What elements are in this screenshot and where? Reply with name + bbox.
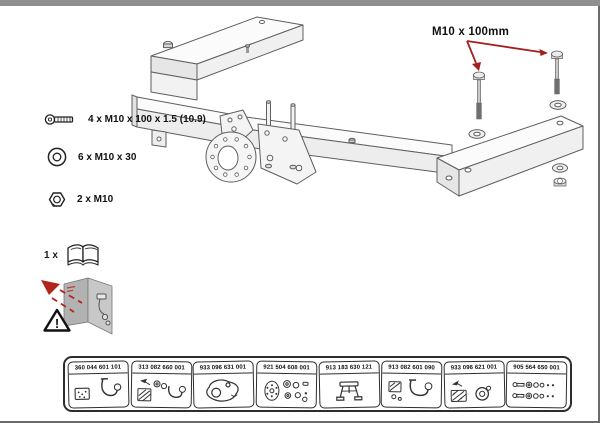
nut-icon <box>47 190 67 209</box>
socket-kit-icon <box>260 375 312 405</box>
washer-right-lower <box>553 164 568 172</box>
part-label-box-6 <box>381 360 442 408</box>
bracket-icon <box>323 375 376 405</box>
fastener-kit-icon <box>510 375 562 405</box>
part-number: 933 096 621 001 <box>444 361 503 374</box>
parts-list-row-nut <box>47 190 113 209</box>
part-label-box-7 <box>443 360 505 408</box>
callout-arrows <box>467 41 548 71</box>
bolt-m10x100-right <box>552 51 563 94</box>
part-number: 913 082 601 090 <box>382 361 441 374</box>
towbar-hook-parts-icon <box>135 375 187 405</box>
instruction-card-icon <box>64 278 112 334</box>
parts-list-nut-label: 2 x M10 <box>77 194 114 205</box>
part-label-box-2 <box>130 360 191 408</box>
open-book-icon <box>64 240 104 270</box>
part-number: 913 183 630 121 <box>319 361 378 374</box>
bolt-size-callout: M10 x 100mm <box>432 26 509 38</box>
part-label-box-8 <box>506 360 567 408</box>
check-manual-pictogram <box>36 270 136 342</box>
part-number: 313 082 660 001 <box>132 361 191 374</box>
part-number: 905 564 650 001 <box>508 361 567 374</box>
towbar-hook-bag-icon <box>385 375 437 405</box>
towbar-hook-label-icon <box>72 375 125 405</box>
bolt-m10x100-left <box>474 72 485 119</box>
washer-left <box>469 130 485 139</box>
parts-list-washer-label: 6 x M10 x 30 <box>78 151 137 163</box>
part-number: 921 504 608 001 <box>257 361 316 374</box>
part-label-box-4 <box>256 360 317 408</box>
parts-list-row-washer <box>46 146 136 168</box>
bolt-icon <box>44 112 78 127</box>
part-label-box-1 <box>68 360 130 408</box>
parts-list-row-bolt <box>44 112 206 127</box>
parts-list-bolt-label: 4 x M10 x 100 x 1.5 (10.9) <box>88 114 206 125</box>
manual-qty-label: 1 x <box>44 249 58 261</box>
manual-row <box>44 240 104 270</box>
plate-template-icon <box>197 375 250 405</box>
template-nut-icon <box>448 375 501 405</box>
washer-right-upper <box>550 101 566 110</box>
part-labels-strip <box>63 356 572 412</box>
left-side-rail <box>151 17 303 100</box>
part-number: 360 044 601 101 <box>69 361 128 374</box>
part-label-box-3 <box>193 360 255 408</box>
part-number: 933 096 631 001 <box>194 361 253 374</box>
washer-icon <box>46 146 68 168</box>
warning-exclamation: ! <box>54 316 60 331</box>
part-label-box-5 <box>318 360 380 408</box>
nut-right <box>554 178 566 186</box>
